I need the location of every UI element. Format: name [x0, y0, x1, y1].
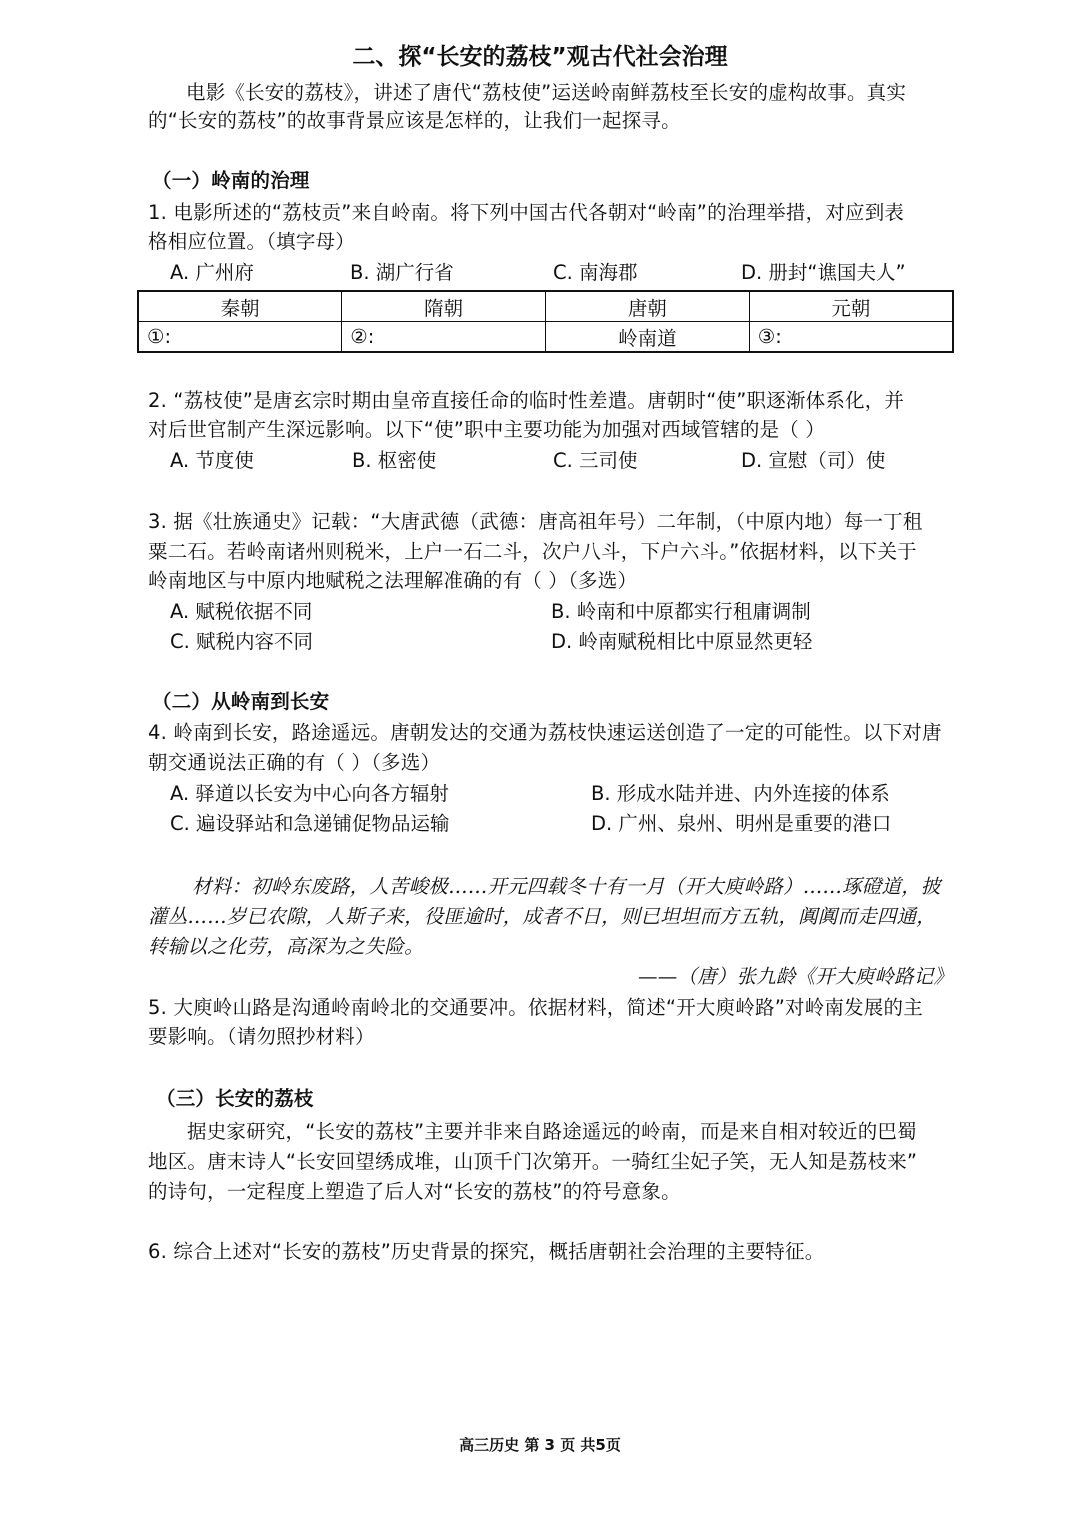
material-line-3: 转输以之化劳，高深为之失险。: [148, 935, 424, 958]
q3-option-a: A. 赋税依据不同: [170, 600, 313, 623]
q4-option-d: D. 广州、泉州、明州是重要的港口: [591, 812, 892, 835]
q4-option-a: A. 驿道以长安为中心向各方辐射: [170, 782, 449, 805]
q2-option-b: B. 枢密使: [352, 449, 437, 472]
q6-line: 6. 综合上述对“长安的荔枝”历史背景的探究，概括唐朝社会治理的主要特征。: [148, 1240, 825, 1263]
q5-line-2: 要影响。（请勿照抄材料）: [148, 1025, 375, 1048]
part3-line-2: 地区。唐末诗人“长安回望绣成堆，山顶千门次第开。一骑红尘妃子笑，无人知是荔枝来”: [148, 1150, 918, 1173]
table-header-cell: 隋朝: [342, 291, 546, 322]
answer-blank-1[interactable]: ①:: [138, 322, 342, 353]
q2-line-2: 对后世官制产生深远影响。以下“使”职中主要功能为加强对西域管辖的是（ ）: [148, 418, 826, 441]
table-cell-tang: 岭南道: [546, 322, 750, 353]
answer-blank-2[interactable]: ②:: [342, 322, 546, 353]
section-heading-1: （一）岭南的治理: [152, 169, 310, 192]
table-header-row: [138, 291, 953, 322]
answer-blank-3[interactable]: ③:: [749, 322, 953, 353]
q1-line-2: 格相应位置。（填字母）: [148, 230, 355, 253]
q2-option-d: D. 宣慰（司）使: [741, 449, 886, 472]
q1-option-a: A. 广州府: [170, 261, 254, 284]
q1-option-d: D. 册封“谯国夫人”: [741, 261, 906, 284]
material-line-2: 灌丛……岁已农隙，人斯子来，役匪逾时，成者不日，则已坦坦而方五轨，阗阗而走四通，: [148, 905, 937, 928]
q3-line-3: 岭南地区与中原内地赋税之法理解准确的有（ ）（多选）: [148, 569, 638, 592]
q3-option-b: B. 岭南和中原都实行租庸调制: [551, 600, 811, 623]
q2-line-1: 2. “荔枝使”是唐玄宗时期由皇帝直接任命的临时性差遣。唐朝时“使”职逐渐体系化，并: [148, 389, 905, 412]
table-header-cell: 元朝: [749, 291, 953, 322]
q4-line-2: 朝交通说法正确的有（ ）（多选）: [148, 751, 441, 774]
intro-line-1: 电影《长安的荔枝》，讲述了唐代“荔枝使”运送岭南鲜荔枝至长安的虚构故事。真实: [186, 81, 907, 104]
part3-line-3: 的诗句，一定程度上塑造了后人对“长安的荔枝”的符号意象。: [148, 1180, 681, 1203]
q4-line-1: 4. 岭南到长安，路途遥远。唐朝发达的交通为荔枝快速运送创造了一定的可能性。以下对唐: [148, 721, 942, 744]
q1-option-b: B. 湖广行省: [350, 261, 454, 284]
page-footer: 高三历史 第 3 页 共5页: [459, 1436, 621, 1454]
q4-option-c: C. 遍设驿站和急递铺促物品运输: [170, 812, 450, 835]
q2-option-a: A. 节度使: [170, 449, 254, 472]
section-heading-3: （三）长安的荔枝: [156, 1087, 314, 1110]
q1-line-1: 1. 电影所述的“荔枝贡”来自岭南。将下列中国古代各朝对“岭南”的治理举措，对应到表: [148, 201, 905, 224]
q4-option-b: B. 形成水陆并进、内外连接的体系: [591, 782, 890, 805]
section-heading-2: （二）从岭南到长安: [152, 690, 330, 713]
q3-option-d: D. 岭南赋税相比中原显然更轻: [551, 630, 813, 653]
part3-line-1: 据史家研究，“长安的荔枝”主要并非来自路途遥远的岭南，而是来自相对较近的巴蜀: [187, 1120, 917, 1143]
table-row: [138, 322, 953, 353]
table-header-cell: 秦朝: [138, 291, 342, 322]
page-title: 二、探“长安的荔枝”观古代社会治理: [352, 44, 728, 70]
q1-option-c: C. 南海郡: [553, 261, 638, 284]
material-line-1: 材料：初岭东废路，人苦峻极……开元四载冬十有一月（开大庾岭路）……琢磴道，披: [192, 875, 941, 898]
dynasty-table: [137, 290, 954, 353]
q3-line-2: 粟二石。若岭南诸州则税米，上户一石二斗，次户八斗，下户六斗。”依据材料，以下关于: [148, 540, 917, 563]
q5-line-1: 5. 大庾岭山路是沟通岭南岭北的交通要冲。依据材料，简述“开大庾岭路”对岭南发展的主: [148, 996, 923, 1019]
material-source: ——（唐）张九龄《开大庾岭路记》: [638, 965, 954, 988]
intro-line-2: 的“长安的荔枝”的故事背景应该是怎样的，让我们一起探寻。: [148, 109, 681, 132]
q3-option-c: C. 赋税内容不同: [170, 630, 314, 653]
q3-line-1: 3. 据《壮族通史》记载：“大唐武德（武德：唐高祖年号）二年制，（中原内地）每一丁租: [148, 510, 923, 533]
q2-option-c: C. 三司使: [553, 449, 638, 472]
table-header-cell: 唐朝: [546, 291, 750, 322]
